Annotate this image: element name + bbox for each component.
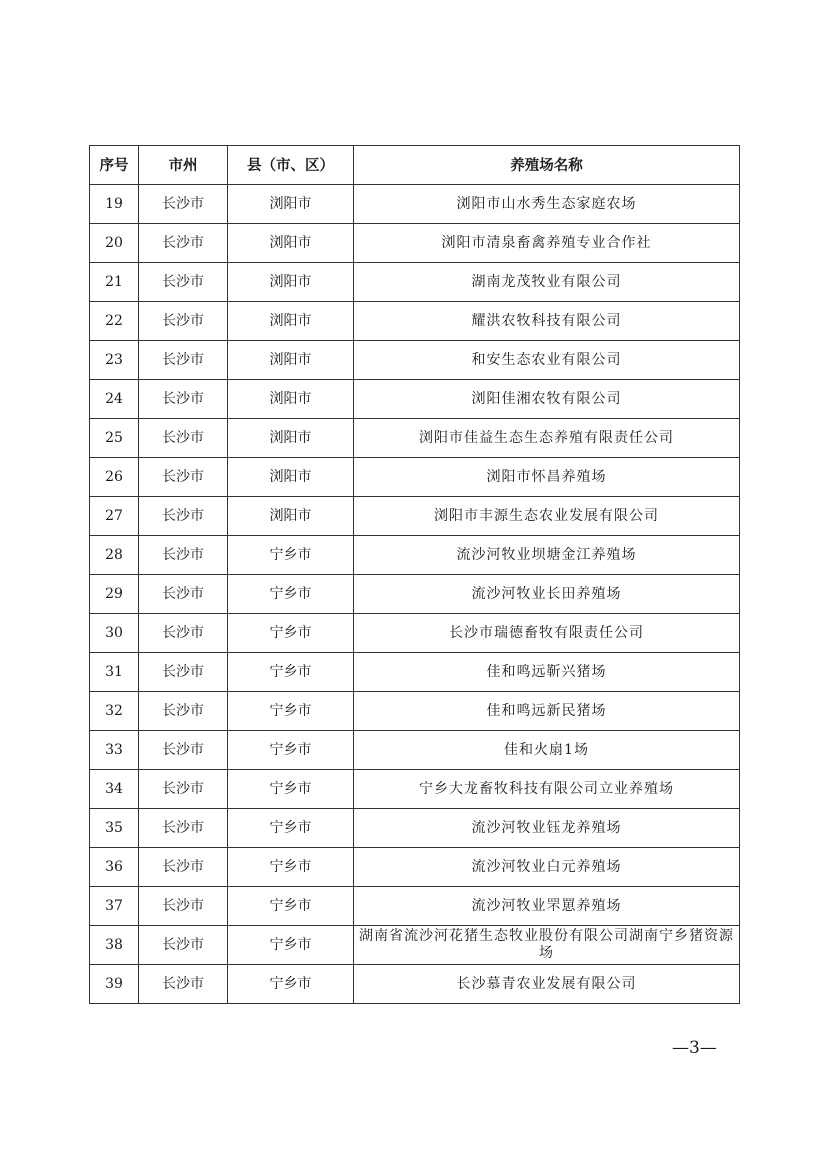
cell-index: 32 [90,692,139,731]
table-row [90,263,740,302]
cell-index: 28 [90,536,139,575]
cell-city: 长沙市 [139,263,228,302]
table-row [90,692,740,731]
header-county: 县（市、区） [228,146,354,185]
cell-county: 宁乡市 [228,965,354,1004]
cell-index: 19 [90,185,139,224]
header-index: 序号 [90,146,139,185]
cell-index: 26 [90,458,139,497]
cell-farm-name: 浏阳佳湘农牧有限公司 [354,380,740,419]
cell-city: 长沙市 [139,497,228,536]
header-city: 市州 [139,146,228,185]
cell-farm-name: 佳和鸣远新民猪场 [354,692,740,731]
cell-county: 宁乡市 [228,887,354,926]
farm-list-table [89,145,740,1004]
cell-index: 38 [90,926,139,965]
table-row [90,731,740,770]
cell-city: 长沙市 [139,185,228,224]
cell-index: 35 [90,809,139,848]
cell-city: 长沙市 [139,419,228,458]
cell-county: 浏阳市 [228,419,354,458]
cell-city: 长沙市 [139,926,228,965]
cell-city: 长沙市 [139,380,228,419]
table-row [90,965,740,1004]
table-row [90,185,740,224]
cell-city: 长沙市 [139,302,228,341]
table-row [90,887,740,926]
page-number: —3— [672,1038,717,1058]
cell-county: 宁乡市 [228,809,354,848]
cell-county: 浏阳市 [228,380,354,419]
cell-county: 宁乡市 [228,731,354,770]
table-row [90,809,740,848]
table-row [90,848,740,887]
cell-farm-name: 长沙慕青农业发展有限公司 [354,965,740,1004]
cell-farm-name: 佳和火扇1场 [354,731,740,770]
table-row [90,653,740,692]
cell-index: 37 [90,887,139,926]
cell-index: 24 [90,380,139,419]
cell-city: 长沙市 [139,614,228,653]
table-row [90,224,740,263]
cell-farm-name: 浏阳市清泉畜禽养殖专业合作社 [354,224,740,263]
cell-city: 长沙市 [139,341,228,380]
table-row [90,341,740,380]
table-body [90,185,740,1004]
cell-city: 长沙市 [139,224,228,263]
cell-farm-name: 流沙河牧业钰龙养殖场 [354,809,740,848]
header-farm-name: 养殖场名称 [354,146,740,185]
cell-index: 27 [90,497,139,536]
table-row [90,419,740,458]
table-row [90,575,740,614]
cell-farm-name: 流沙河牧业白元养殖场 [354,848,740,887]
table-row [90,614,740,653]
cell-index: 20 [90,224,139,263]
cell-county: 浏阳市 [228,341,354,380]
cell-city: 长沙市 [139,536,228,575]
cell-index: 30 [90,614,139,653]
cell-city: 长沙市 [139,731,228,770]
cell-farm-name: 浏阳市丰源生态农业发展有限公司 [354,497,740,536]
cell-farm-name: 宁乡大龙畜牧科技有限公司立业养殖场 [354,770,740,809]
table-row [90,770,740,809]
cell-city: 长沙市 [139,809,228,848]
cell-index: 29 [90,575,139,614]
cell-city: 长沙市 [139,887,228,926]
cell-city: 长沙市 [139,692,228,731]
cell-index: 22 [90,302,139,341]
cell-farm-name: 浏阳市佳益生态生态养殖有限责任公司 [354,419,740,458]
cell-farm-name: 湖南龙茂牧业有限公司 [354,263,740,302]
cell-city: 长沙市 [139,458,228,497]
cell-farm-name: 湖南省流沙河花猪生态牧业股份有限公司湖南宁乡猪资源场 [354,926,740,965]
cell-county: 浏阳市 [228,497,354,536]
table-row [90,302,740,341]
cell-county: 宁乡市 [228,614,354,653]
table-row [90,380,740,419]
cell-county: 宁乡市 [228,575,354,614]
cell-county: 宁乡市 [228,653,354,692]
cell-index: 34 [90,770,139,809]
cell-farm-name: 长沙市瑞德畜牧有限责任公司 [354,614,740,653]
cell-index: 23 [90,341,139,380]
cell-county: 宁乡市 [228,536,354,575]
cell-farm-name: 流沙河牧业长田养殖场 [354,575,740,614]
cell-city: 长沙市 [139,575,228,614]
cell-farm-name: 耀洪农牧科技有限公司 [354,302,740,341]
cell-index: 39 [90,965,139,1004]
cell-farm-name: 佳和鸣远靳兴猪场 [354,653,740,692]
cell-county: 宁乡市 [228,692,354,731]
cell-city: 长沙市 [139,848,228,887]
cell-farm-name: 浏阳市怀昌养殖场 [354,458,740,497]
cell-county: 浏阳市 [228,302,354,341]
cell-farm-name: 和安生态农业有限公司 [354,341,740,380]
table-row [90,458,740,497]
cell-county: 浏阳市 [228,185,354,224]
cell-city: 长沙市 [139,965,228,1004]
cell-county: 浏阳市 [228,458,354,497]
cell-county: 宁乡市 [228,926,354,965]
cell-index: 33 [90,731,139,770]
cell-index: 31 [90,653,139,692]
table-header-row [90,146,740,185]
cell-city: 长沙市 [139,653,228,692]
cell-farm-name: 流沙河牧业罘罳养殖场 [354,887,740,926]
cell-farm-name: 流沙河牧业坝塘金江养殖场 [354,536,740,575]
cell-index: 25 [90,419,139,458]
cell-index: 21 [90,263,139,302]
cell-county: 宁乡市 [228,770,354,809]
cell-index: 36 [90,848,139,887]
cell-county: 浏阳市 [228,224,354,263]
cell-farm-name: 浏阳市山水秀生态家庭农场 [354,185,740,224]
table-row [90,497,740,536]
cell-city: 长沙市 [139,770,228,809]
table-row [90,536,740,575]
table-row [90,926,740,965]
cell-county: 浏阳市 [228,263,354,302]
cell-county: 宁乡市 [228,848,354,887]
